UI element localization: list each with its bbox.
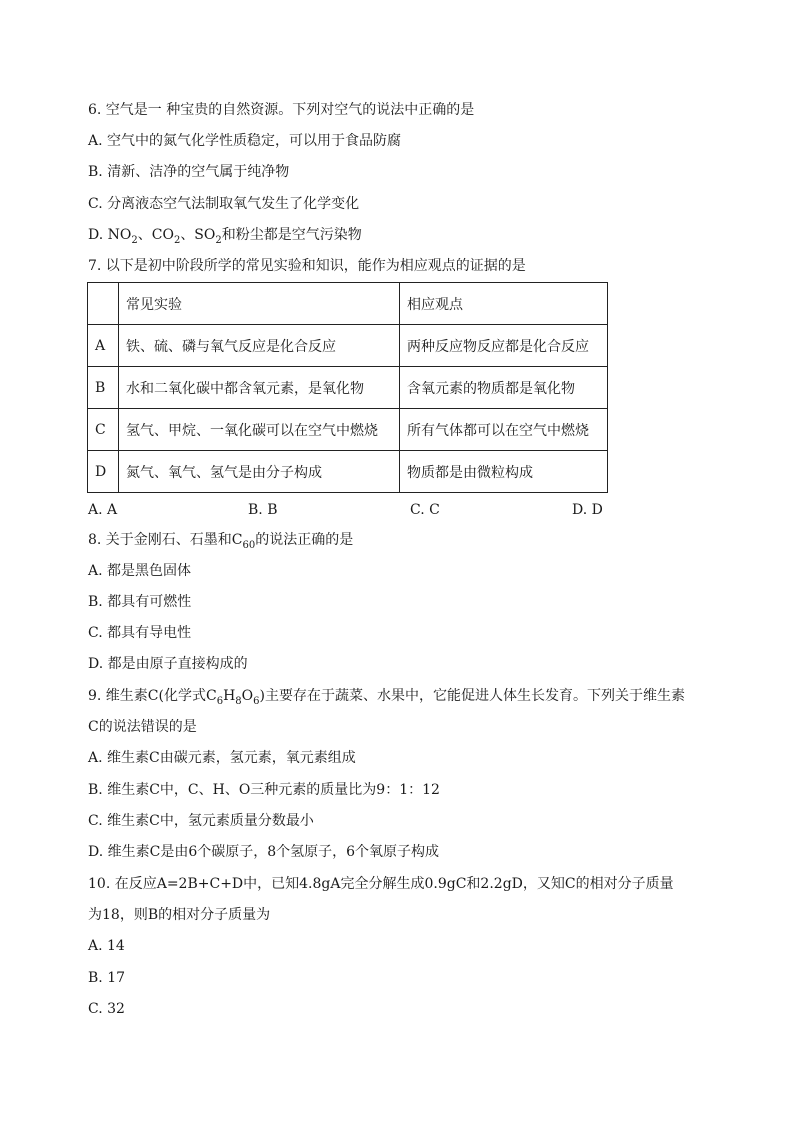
q10-stem-line2: 为18，则B的相对分子质量为: [88, 907, 271, 923]
q9-stem: 9. 维生素C(化学式$C_6H_8O_6$)主要存在于蔬菜、水果中，它能促进人体生长发育。下列关于维生素: [88, 688, 685, 707]
table-row: [88, 409, 608, 451]
table-row: [88, 325, 608, 367]
q6-option-b: B. 清新、洁净的空气属于纯净物: [88, 164, 290, 180]
q8-option-c: C. 都具有导电性: [88, 625, 192, 641]
q10-option-b: B. 17: [88, 970, 126, 986]
q9-option-c: C. 维生素C中，氢元素质量分数最小: [88, 813, 314, 829]
table-cell: C: [88, 409, 119, 451]
table-header-row: [88, 283, 608, 325]
q7-option-b: B. B: [248, 502, 278, 518]
q7-stem: 7. 以下是初中阶段所学的常见实验和知识，能作为相应观点的证据的是: [88, 258, 526, 274]
q8-stem: 8. 关于金刚石、石墨和$C_{60}$的说法正确的是: [88, 532, 354, 551]
table-cell: 铁、硫、磷与氧气反应是化合反应: [119, 325, 400, 367]
q7-option-d: D. D: [572, 502, 603, 518]
q6-stem: 6. 空气是一 种宝贵的自然资源。下列对空气的说法中正确的是: [88, 102, 475, 118]
table-cell: 物质都是由微粒构成: [400, 451, 608, 493]
table-header-cell: [88, 283, 119, 325]
q9-option-a: A. 维生素C由碳元素，氢元素，氧元素组成: [88, 750, 356, 766]
q10-stem: 10. 在反应A=2B+C+D中，已知4.8gA完全分解生成0.9gC和2.2gD，又知C的相对分子质量: [88, 876, 674, 892]
table-cell: 氮气、氧气、氢气是由分子构成: [119, 451, 400, 493]
table-row: [88, 451, 608, 493]
q6-option-c: C. 分离液态空气法制取氧气发生了化学变化: [88, 196, 360, 212]
table-cell: 两种反应物反应都是化合反应: [400, 325, 608, 367]
q9-option-d: D. 维生素C是由6个碳原子，8个氢原子，6个氧原子构成: [88, 844, 440, 860]
q8-option-d: D. 都是由原子直接构成的: [88, 656, 248, 672]
table-cell: 氢气、甲烷、一氧化碳可以在空气中燃烧: [119, 409, 400, 451]
q6-option-d: D. $NO_2$、$CO_2$、$SO_2$和粉尘都是空气污染物: [88, 227, 362, 246]
q7-option-c: C. C: [410, 502, 440, 518]
q8-option-b: B. 都具有可燃性: [88, 594, 192, 610]
table-header-cell: 常见实验: [119, 283, 400, 325]
q9-stem-line2: C的说法错误的是: [88, 719, 197, 735]
table-header-cell: 相应观点: [400, 283, 608, 325]
q7-option-a: A. A: [88, 502, 118, 518]
table-cell: 水和二氧化碳中都含氧元素，是氧化物: [119, 367, 400, 409]
table-row: [88, 367, 608, 409]
evidence-table: [87, 282, 608, 493]
table-cell: D: [88, 451, 119, 493]
q10-option-a: A. 14: [88, 938, 125, 954]
q10-option-c: C. 32: [88, 1001, 125, 1017]
table-cell: B: [88, 367, 119, 409]
q8-option-a: A. 都是黑色固体: [88, 563, 192, 579]
q9-option-b: B. 维生素C中，C、H、O三种元素的质量比为9：1：12: [88, 782, 440, 798]
table-cell: 所有气体都可以在空气中燃烧: [400, 409, 608, 451]
table-cell: A: [88, 325, 119, 367]
q6-option-a: A. 空气中的氮气化学性质稳定，可以用于食品防腐: [88, 133, 402, 149]
table-cell: 含氧元素的物质都是氧化物: [400, 367, 608, 409]
